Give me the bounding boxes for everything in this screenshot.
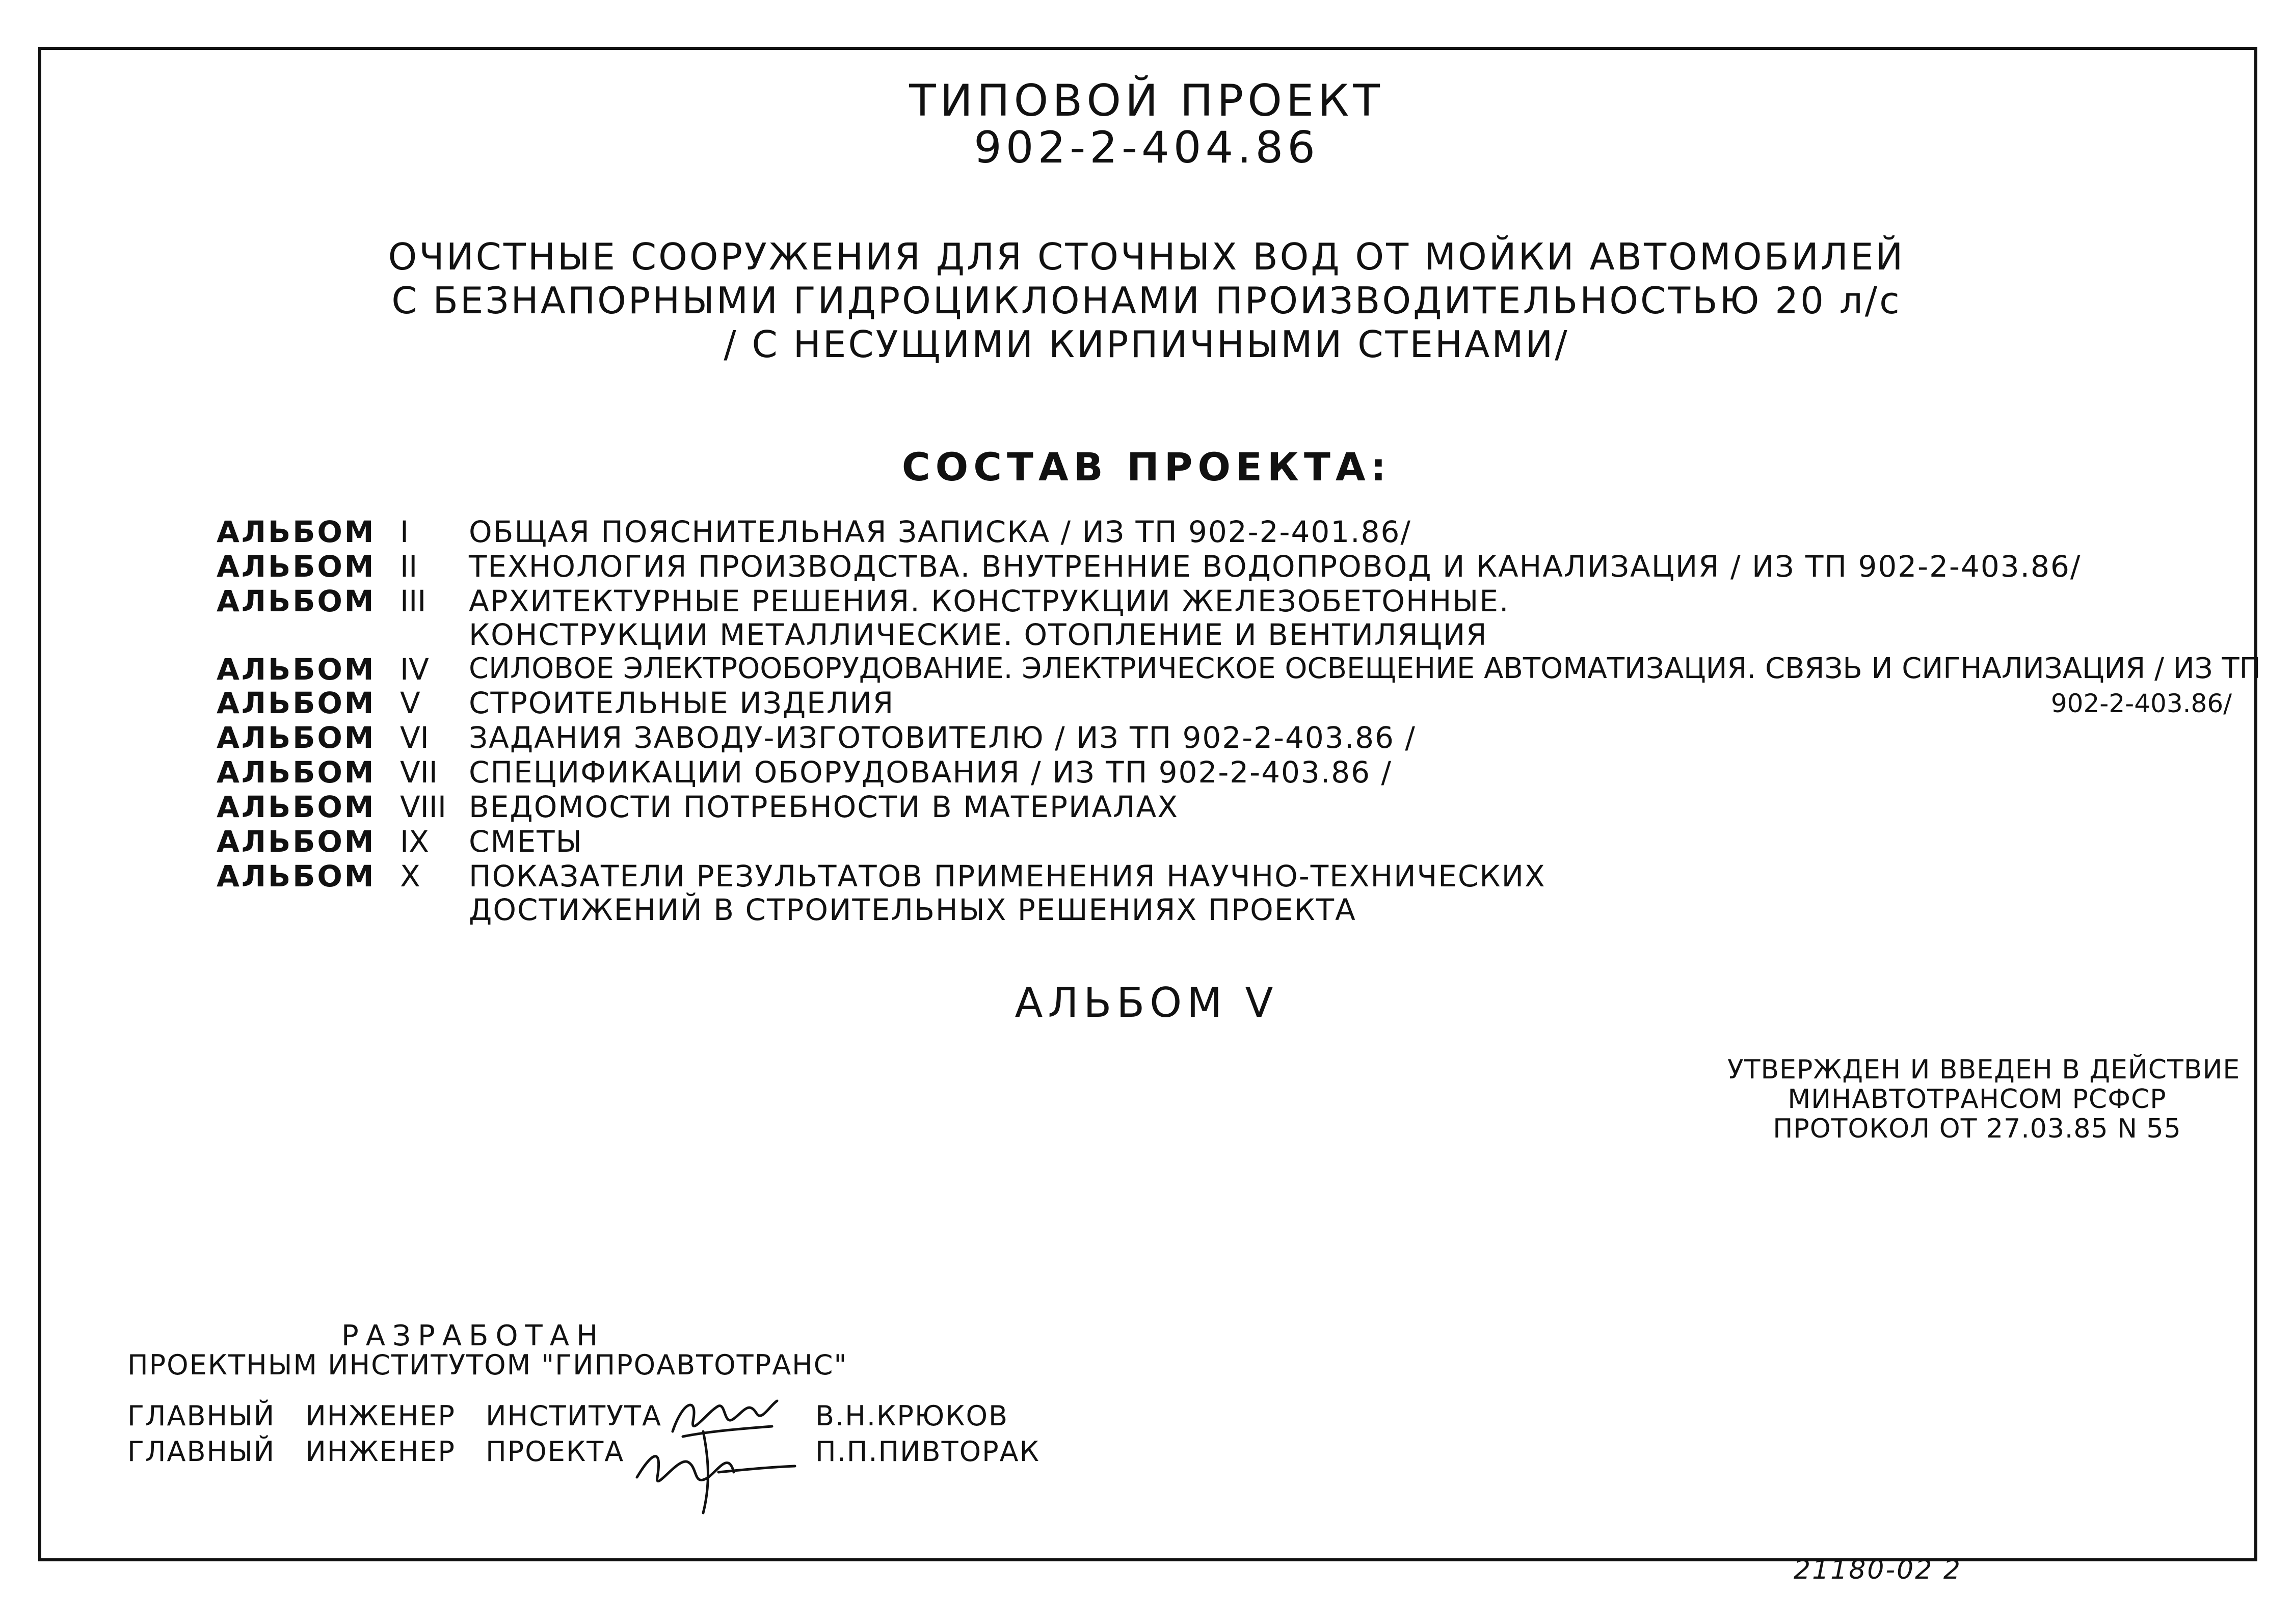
album-description-continued: ДОСТИЖЕНИЙ В СТРОИТЕЛЬНЫХ РЕШЕНИЯХ ПРОЕКТА [469, 892, 1356, 927]
album-label: АЛЬБОМ [217, 859, 376, 894]
album-label: АЛЬБОМ [217, 515, 376, 549]
album-description: СИЛОВОЕ ЭЛЕКТРООБОРУДОВАНИЕ. ЭЛЕКТРИЧЕСКОЕ ОСВЕЩЕНИЕ АВТОМАТИЗАЦИЯ. СВЯЗЬ И СИГНАЛИЗАЦИЯ / ИЗ ТП [469, 652, 2261, 685]
album-number: I [400, 515, 409, 549]
signature-project-engineer [622, 1421, 805, 1523]
developed-by-label: РАЗРАБОТАН [341, 1319, 605, 1352]
album-description: СТРОИТЕЛЬНЫЕ ИЗДЕЛИЯ [469, 686, 895, 720]
album-description: СПЕЦИФИКАЦИИ ОБОРУДОВАНИЯ / ИЗ ТП 902-2-403.86 / [469, 755, 1393, 790]
album-description: СМЕТЫ [469, 824, 583, 859]
album-label: АЛЬБОМ [217, 790, 376, 824]
album-label: АЛЬБОМ [217, 755, 376, 790]
album-label: АЛЬБОМ [217, 549, 376, 584]
chief-engineer-project-role: ГЛАВНЫЙ ИНЖЕНЕР ПРОЕКТА [127, 1436, 625, 1468]
album-number: IV [400, 652, 429, 687]
album-number: VII [400, 755, 438, 790]
album-number: III [400, 584, 426, 618]
approval-line-1: УТВЕРЖДЕН И ВВЕДЕН В ДЕЙСТВИЕ [1727, 1054, 2241, 1085]
album-number: VI [400, 720, 429, 755]
approval-line-3: ПРОТОКОЛ ОТ 27.03.85 N 55 [1773, 1114, 2181, 1144]
album-label: АЛЬБОМ [217, 720, 376, 755]
album-description: ЗАДАНИЯ ЗАВОДУ-ИЗГОТОВИТЕЛЮ / ИЗ ТП 902-2-403.86 / [469, 720, 1416, 755]
album-label: АЛЬБОМ [217, 824, 376, 859]
developer-institute: ПРОЕКТНЫМ ИНСТИТУТОМ "ГИПРОАВТОТРАНС" [127, 1349, 848, 1381]
album-number: VIII [400, 790, 446, 824]
chief-engineer-project-name: П.П.ПИВТОРАК [815, 1436, 1040, 1468]
project-title-line-2: С БЕЗНАПОРНЫМИ ГИДРОЦИКЛОНАМИ ПРОИЗВОДИТЕЛЬНОСТЬЮ 20 л/с [391, 279, 1902, 322]
album-number: II [400, 549, 418, 584]
sheet-id: 21180-02 2 [1794, 1555, 1962, 1585]
album-description: ТЕХНОЛОГИЯ ПРОИЗВОДСТВА. ВНУТРЕННИЕ ВОДОПРОВОД И КАНАЛИЗАЦИЯ / ИЗ ТП 902-2-403.86/ [469, 549, 2082, 584]
current-album-title: АЛЬБОМ V [1015, 979, 1278, 1026]
album-description-continued: КОНСТРУКЦИИ МЕТАЛЛИЧЕСКИЕ. ОТОПЛЕНИЕ И ВЕНТИЛЯЦИЯ [469, 617, 1488, 652]
album-label: АЛЬБОМ [217, 652, 376, 687]
chief-engineer-institute-role: ГЛАВНЫЙ ИНЖЕНЕР ИНСТИТУТА [127, 1400, 662, 1432]
album-label: АЛЬБОМ [217, 686, 376, 720]
album-description: ПОКАЗАТЕЛИ РЕЗУЛЬТАТОВ ПРИМЕНЕНИЯ НАУЧНО-ТЕХНИЧЕСКИХ [469, 859, 1546, 894]
project-title-line-1: ОЧИСТНЫЕ СООРУЖЕНИЯ ДЛЯ СТОЧНЫХ ВОД ОТ МОЙКИ АВТОМОБИЛЕЙ [388, 235, 1905, 278]
chief-engineer-institute-name: В.Н.КРЮКОВ [815, 1400, 1009, 1432]
album-description-continued: 902-2-403.86/ [2050, 689, 2232, 718]
project-type-heading: ТИПОВОЙ ПРОЕКТ [909, 75, 1384, 126]
project-number: 902-2-404.86 [974, 122, 1319, 173]
album-number: X [400, 859, 420, 894]
album-label: АЛЬБОМ [217, 584, 376, 618]
album-description: ОБЩАЯ ПОЯСНИТЕЛЬНАЯ ЗАПИСКА / ИЗ ТП 902-2-401.86/ [469, 515, 1411, 549]
approval-line-2: МИНАВТОТРАНСОМ РСФСР [1788, 1084, 2167, 1115]
album-description: ВЕДОМОСТИ ПОТРЕБНОСТИ В МАТЕРИАЛАХ [469, 790, 1179, 824]
album-number: V [400, 686, 420, 720]
album-number: IX [400, 824, 429, 859]
composition-heading: СОСТАВ ПРОЕКТА: [901, 444, 1392, 490]
project-title-line-3: / С НЕСУЩИМИ КИРПИЧНЫМИ СТЕНАМИ/ [724, 323, 1569, 366]
album-description: АРХИТЕКТУРНЫЕ РЕШЕНИЯ. КОНСТРУКЦИИ ЖЕЛЕЗОБЕТОННЫЕ. [469, 584, 1510, 618]
